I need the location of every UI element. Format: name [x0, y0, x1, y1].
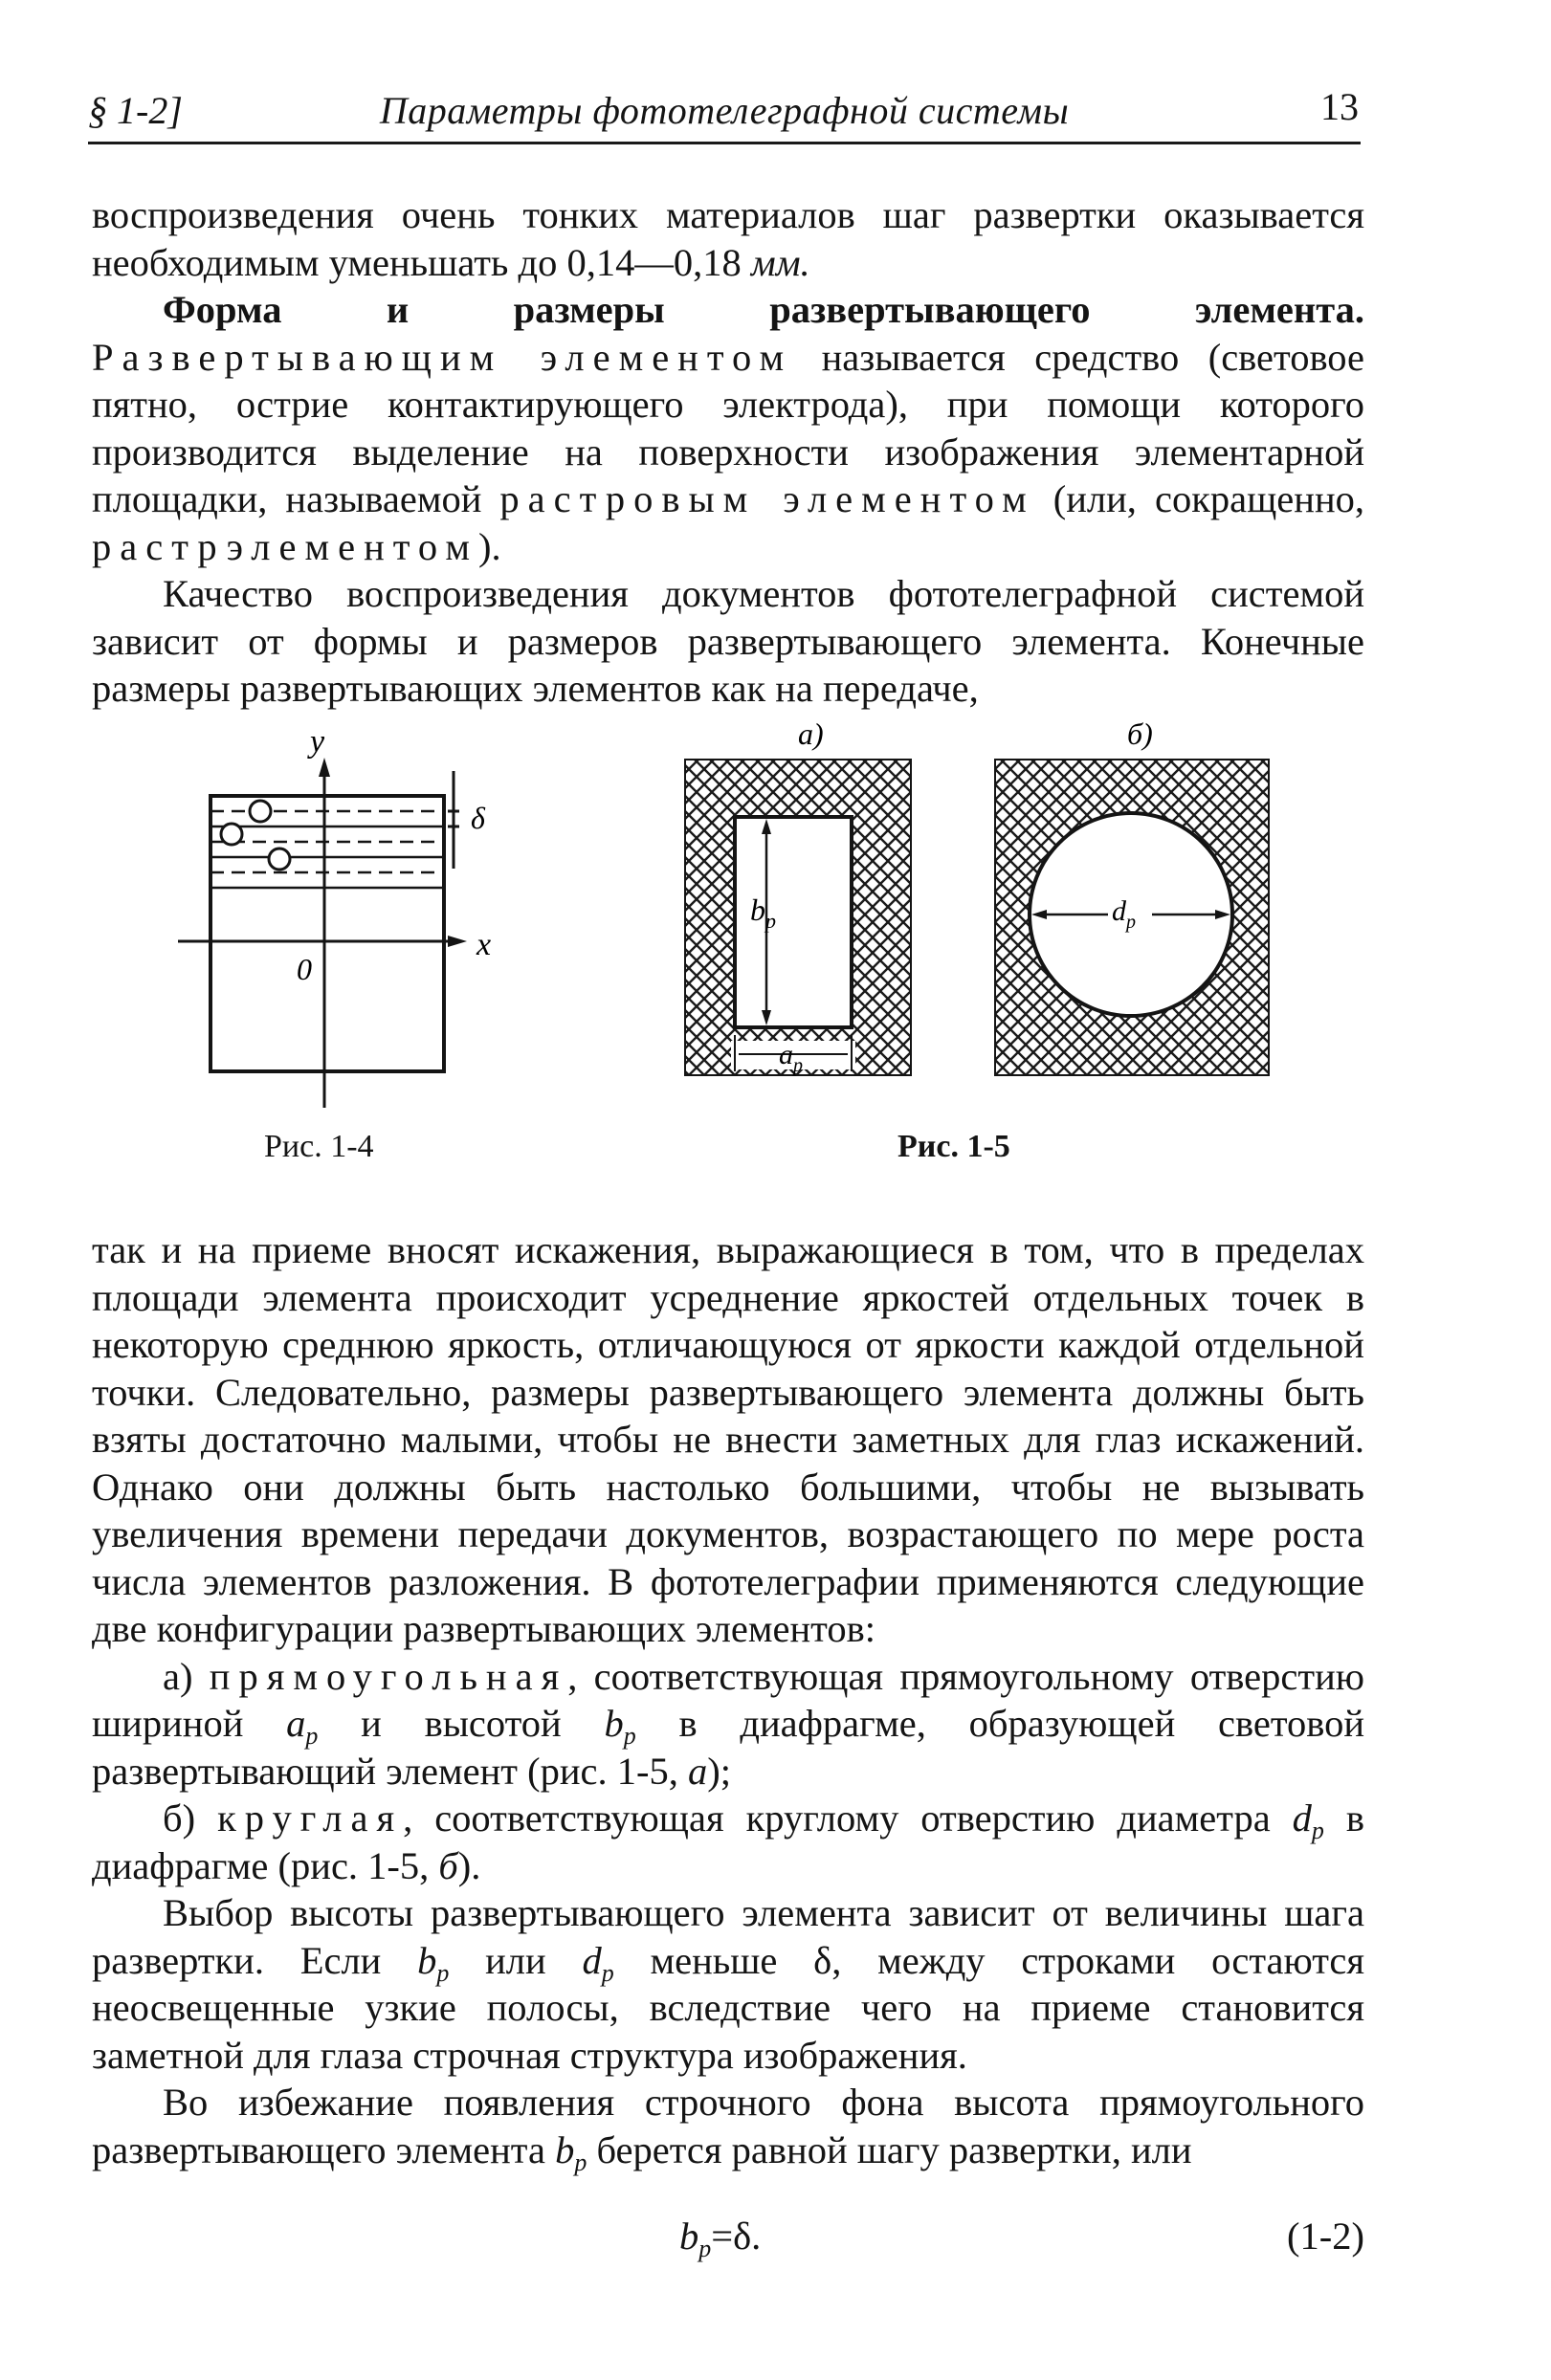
fig-1-4-diagram	[178, 724, 491, 1108]
text-block-bottom	[92, 1226, 1365, 2176]
term-circular: круглая	[217, 1796, 404, 1840]
axis-y-label: y	[310, 724, 325, 760]
term-rasterelement: растрэлементом	[92, 524, 479, 568]
axis-x-label: x	[476, 927, 492, 962]
formula-expression: $b_p=\delta$.	[679, 2215, 762, 2262]
paragraph-distortion: так и на приеме вносят искажения, выражающиеся в том, что в пределах площади элемента происходит усреднение яркостей отдельных точек в некоторую среднюю яркость, отличающуюся от яркости каждой отдельной точки. Следовательно, размеры развертывающего элемента должны быть взяты достаточно малыми, чтобы не внести заметных для глаз искажений. Однако они должны быть настолько большими, чтобы не вызывать увеличения времени передачи документов, возрастающего по мере роста числа элементов разложения. В фототелеграфии применяются следующие две конфигурации развертывающих элементов:	[92, 1228, 1364, 1650]
figures-svg	[92, 708, 1364, 1119]
spot-3	[269, 848, 290, 870]
x-axis-arrow	[448, 936, 467, 947]
list-item-rectangular: а) прямоугольная, соответствующая прямоугольному отверстию шириной $a_p$ и высотой $b_p$ в диафрагме, образующей световой развертывающий элемент (рис. 1-5, а);	[92, 1654, 1365, 1793]
formula-1-2	[92, 2210, 1364, 2267]
text-block-top	[92, 191, 1364, 713]
list-item-circular: б) круглая, соответствующая круглому отверстию диаметра $d_p$ в диафрагме (рис. 1-5, б).	[92, 1796, 1365, 1887]
paragraph-avoid: Во избежание появления строчного фона высота прямоугольного развертывающего элемента $b_p$ берется равной шагу развертки, или	[92, 2081, 1364, 2176]
running-header	[88, 84, 1361, 144]
paragraph-continuation: воспроизведения очень тонких материалов шаг развертки оказывается необходимым уменьшать до 0,14—0,18 мм.	[92, 193, 1364, 284]
delta-label: δ	[471, 801, 485, 835]
label-b: б)	[1127, 716, 1153, 751]
ap-label: $a_p$	[779, 1039, 803, 1076]
spot-1	[250, 801, 271, 822]
scan-field-rect	[210, 796, 444, 1071]
bp-label: $b_p$	[750, 892, 776, 933]
paragraph-choice: Выбор высоты развертывающего элемента зависит от величины шага развертки. Если $b_p$ или $d_p$ меньше δ, между строками остаются неосвещенные узкие полосы, вследствие чего на приеме становится заметной для глаза строчная структура изображения.	[92, 1891, 1365, 2077]
label-a: а)	[798, 716, 824, 751]
term-scanning-element: Развертывающим элементом	[92, 335, 793, 379]
paragraph-heading: Форма и размеры развертывающего элемента. Развертывающим элементом называется средство (световое пятно, острие контактирующего электрода), при помощи которого производится выделение на поверхности изображения элементарной площадки, называемой растровым элементом (или, сокращенно, растрэлементом).	[92, 288, 1365, 568]
y-axis-arrow	[319, 758, 330, 777]
term-raster-element: растровым элементом	[499, 477, 1035, 520]
fig-1-5b-diagram	[995, 716, 1269, 1075]
figures-area	[92, 708, 1364, 1167]
spot-2	[221, 824, 242, 845]
fig-1-5a-diagram	[685, 716, 911, 1076]
dp-label: $d_p$	[1112, 895, 1136, 933]
caption-fig-1-4: Рис. 1-4	[264, 1129, 374, 1164]
running-title: Параметры фототелеграфной системы	[379, 89, 1070, 132]
section-heading: Форма и размеры развертывающего элемента.	[163, 288, 1364, 331]
origin-label: 0	[297, 952, 312, 986]
formula-number: (1-2)	[1287, 2215, 1364, 2258]
paragraph-quality: Качество воспроизведения документов фототелеграфной системой зависит от формы и размеров развертывающего элемента. Конечные размеры развертывающих элементов как на передаче,	[92, 572, 1364, 710]
section-ref: § 1-2]	[88, 89, 183, 132]
caption-fig-1-5: Рис. 1-5	[897, 1129, 1010, 1164]
term-rectangular: прямоугольная	[209, 1654, 568, 1698]
page-number: 13	[1320, 85, 1359, 128]
